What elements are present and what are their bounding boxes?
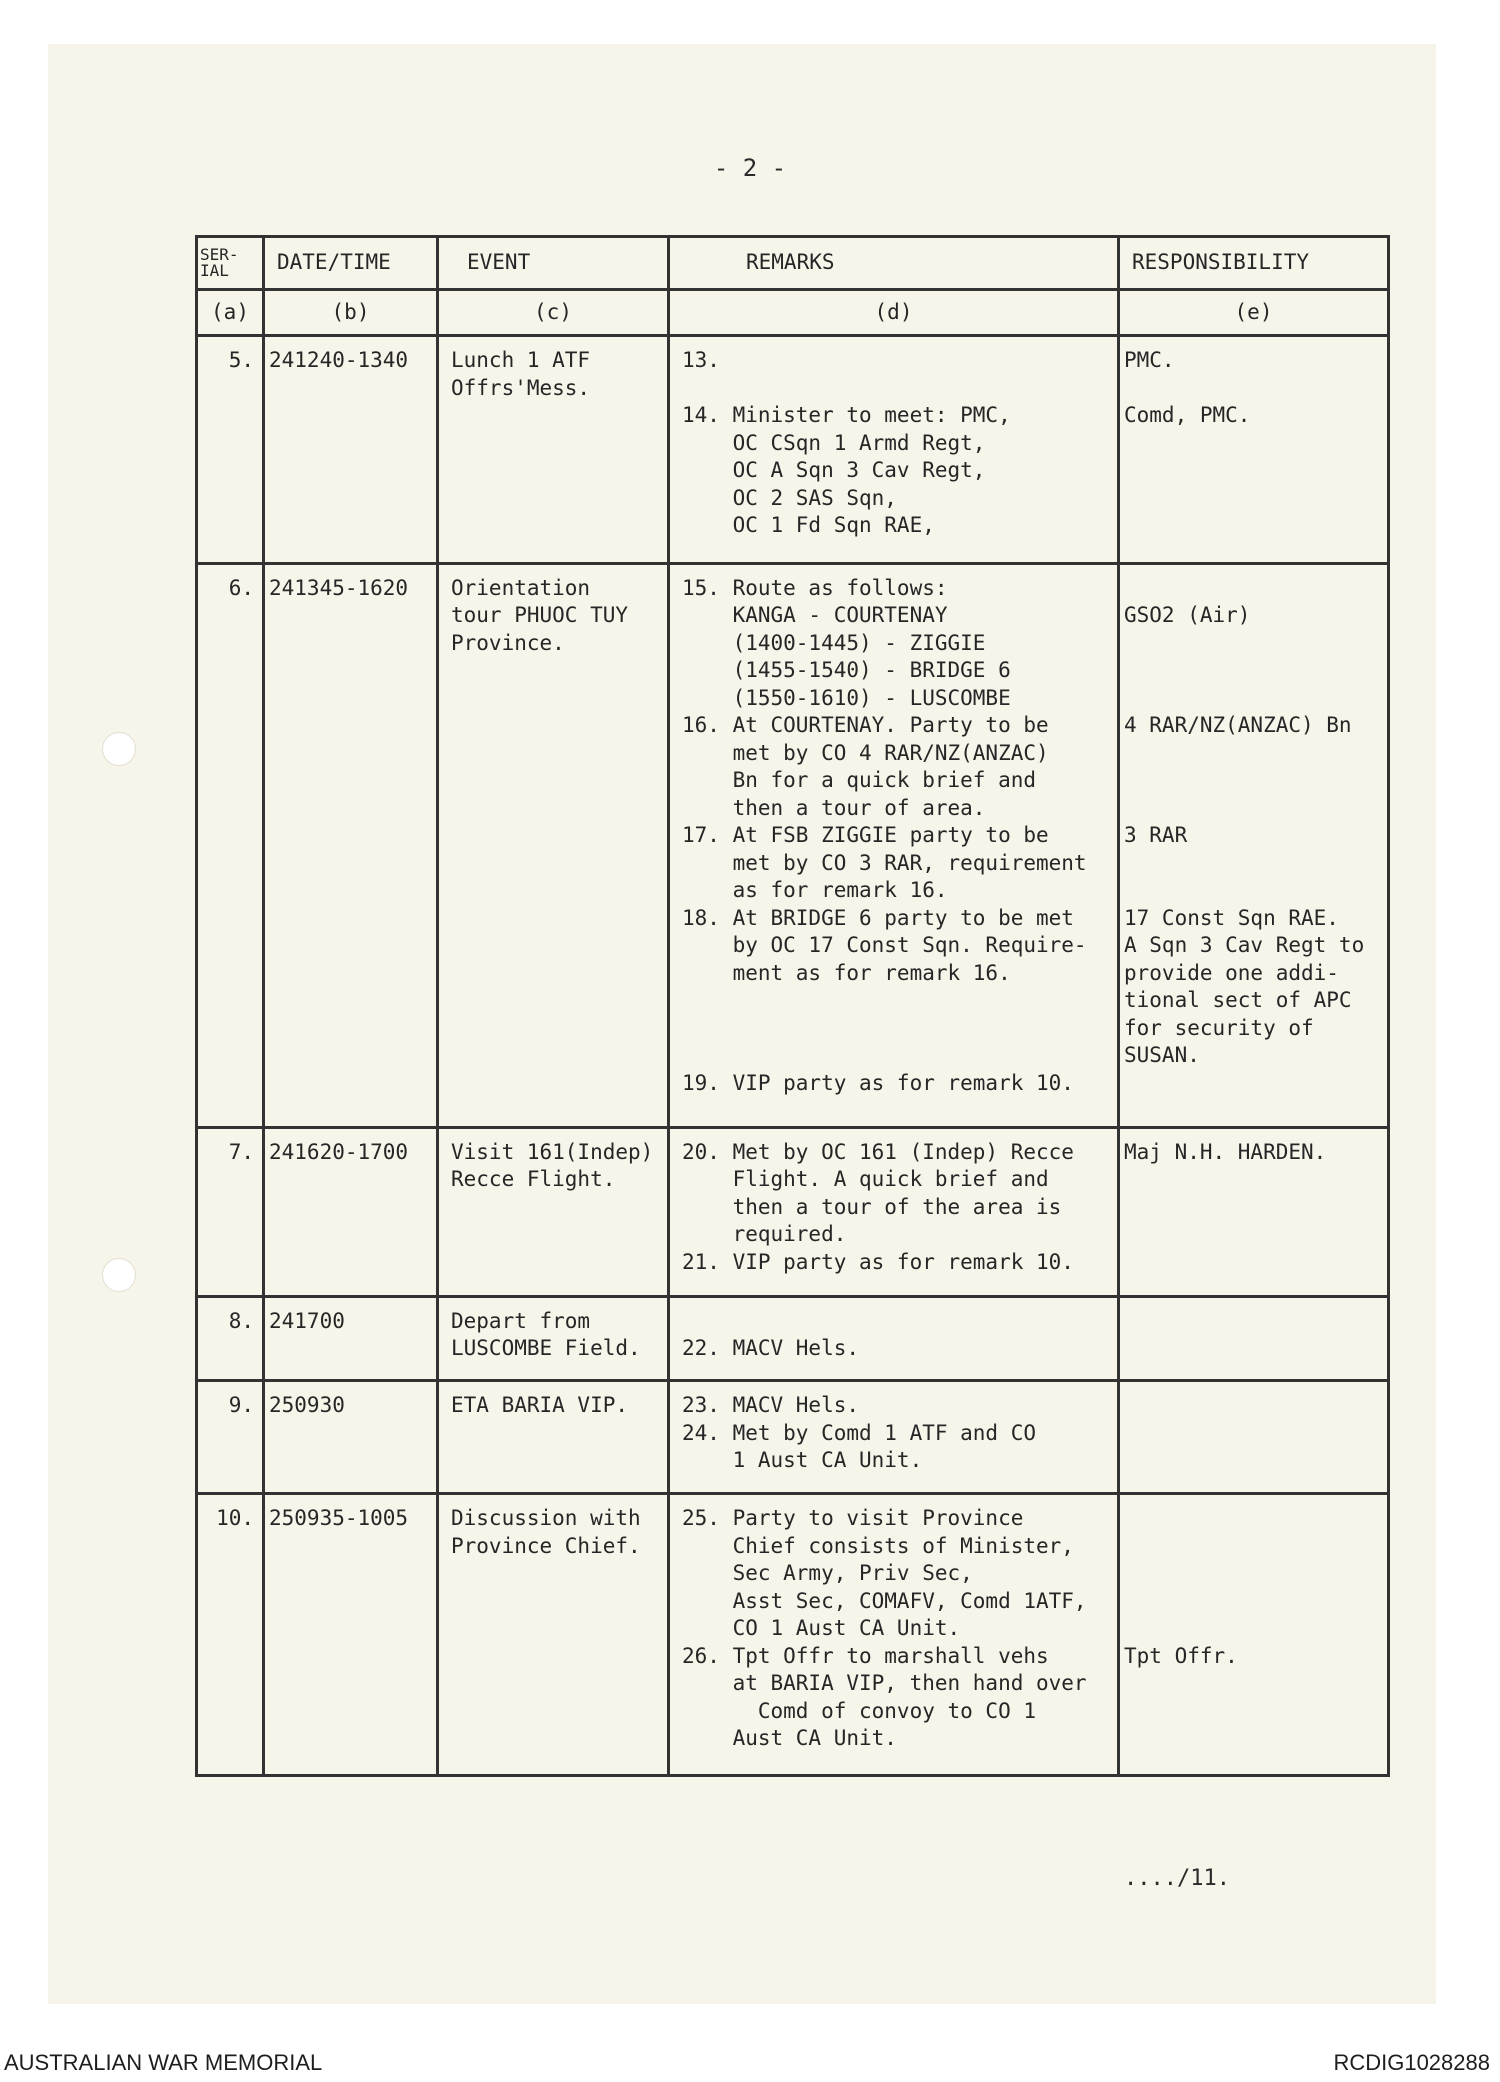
column-letter: (a) bbox=[197, 290, 264, 336]
punch-hole bbox=[102, 1258, 136, 1292]
event-cell: Orientation tour PHUOC TUY Province. bbox=[438, 563, 669, 1127]
column-letter: (d) bbox=[669, 290, 1119, 336]
event-cell: Depart from LUSCOMBE Field. bbox=[438, 1296, 669, 1381]
remarks-cell: 20. Met by OC 161 (Indep) Recce Flight. A quick brief and then a tour of the area is required. 21. VIP party as for remark 10. bbox=[669, 1127, 1119, 1296]
table-row bbox=[197, 1381, 1389, 1494]
punch-hole bbox=[102, 732, 136, 766]
column-letter: (e) bbox=[1119, 290, 1389, 336]
table-row bbox=[197, 563, 1389, 1127]
header-datetime: DATE/TIME bbox=[264, 237, 438, 290]
serial-cell: 7. bbox=[197, 1127, 264, 1296]
responsibility-cell: Tpt Offr. bbox=[1119, 1494, 1389, 1776]
event-cell: Discussion with Province Chief. bbox=[438, 1494, 669, 1776]
header-event: EVENT bbox=[438, 237, 669, 290]
continuation-marker: ..../11. bbox=[1124, 1866, 1230, 1891]
datetime-cell: 241700 bbox=[264, 1296, 438, 1381]
header-responsibility: RESPONSIBILITY bbox=[1119, 237, 1389, 290]
archive-id: RCDIG1028288 bbox=[1333, 2050, 1490, 2075]
archive-name: AUSTRALIAN WAR MEMORIAL bbox=[4, 2050, 323, 2075]
responsibility-cell: Maj N.H. HARDEN. bbox=[1119, 1127, 1389, 1296]
column-letter: (c) bbox=[438, 290, 669, 336]
datetime-cell: 241345-1620 bbox=[264, 563, 438, 1127]
remarks-cell: 25. Party to visit Province Chief consists of Minister, Sec Army, Priv Sec, Asst Sec, COMAFV, Comd 1ATF, CO 1 Aust CA Unit. 26. Tpt Offr to marshall vehs at BARIA VIP, then hand over Comd of convoy to CO 1 Aust CA Unit. bbox=[669, 1494, 1119, 1776]
column-letter-row bbox=[197, 290, 1389, 336]
remarks-cell: 22. MACV Hels. bbox=[669, 1296, 1119, 1381]
header-serial: SER- IAL bbox=[197, 237, 264, 290]
responsibility-cell: PMC. Comd, PMC. bbox=[1119, 336, 1389, 564]
table-row bbox=[197, 336, 1389, 564]
event-cell: ETA BARIA VIP. bbox=[438, 1381, 669, 1494]
datetime-cell: 250930 bbox=[264, 1381, 438, 1494]
event-cell: Visit 161(Indep) Recce Flight. bbox=[438, 1127, 669, 1296]
header-row bbox=[197, 237, 1389, 290]
responsibility-cell: GSO2 (Air) 4 RAR/NZ(ANZAC) Bn 3 RAR 17 Const Sqn RAE. A Sqn 3 Cav Regt to provide one addi- tional sect of APC for security of SUSAN. bbox=[1119, 563, 1389, 1127]
remarks-cell: 15. Route as follows: KANGA - COURTENAY (1400-1445) - ZIGGIE (1455-1540) - BRIDGE 6 (1550-1610) - LUSCOMBE 16. At COURTENAY. Party to be met by CO 4 RAR/NZ(ANZAC) Bn for a quick brief and then a tour of area. 17. At FSB ZIGGIE party to be met by CO 3 RAR, requirement as for remark 16. 18. At BRIDGE 6 party to be met by OC 17 Const Sqn. Require- ment as for remark 16. 19. VIP party as for remark 10. bbox=[669, 563, 1119, 1127]
serial-cell: 6. bbox=[197, 563, 264, 1127]
serial-cell: 10. bbox=[197, 1494, 264, 1776]
event-cell: Lunch 1 ATF Offrs'Mess. bbox=[438, 336, 669, 564]
column-letter: (b) bbox=[264, 290, 438, 336]
archive-footer bbox=[0, 2040, 1500, 2082]
remarks-cell: 13. 14. Minister to meet: PMC, OC CSqn 1 Armd Regt, OC A Sqn 3 Cav Regt, OC 2 SAS Sqn, OC 1 Fd Sqn RAE, bbox=[669, 336, 1119, 564]
table-row bbox=[197, 1494, 1389, 1776]
header-remarks: REMARKS bbox=[669, 237, 1119, 290]
datetime-cell: 241240-1340 bbox=[264, 336, 438, 564]
responsibility-cell bbox=[1119, 1296, 1389, 1381]
remarks-cell: 23. MACV Hels. 24. Met by Comd 1 ATF and CO 1 Aust CA Unit. bbox=[669, 1381, 1119, 1494]
serial-cell: 8. bbox=[197, 1296, 264, 1381]
itinerary-table bbox=[195, 235, 1390, 1777]
serial-cell: 9. bbox=[197, 1381, 264, 1494]
serial-cell: 5. bbox=[197, 336, 264, 564]
datetime-cell: 250935-1005 bbox=[264, 1494, 438, 1776]
responsibility-cell bbox=[1119, 1381, 1389, 1494]
table-row bbox=[197, 1296, 1389, 1381]
datetime-cell: 241620-1700 bbox=[264, 1127, 438, 1296]
page-number: - 2 - bbox=[713, 154, 787, 182]
table-row bbox=[197, 1127, 1389, 1296]
